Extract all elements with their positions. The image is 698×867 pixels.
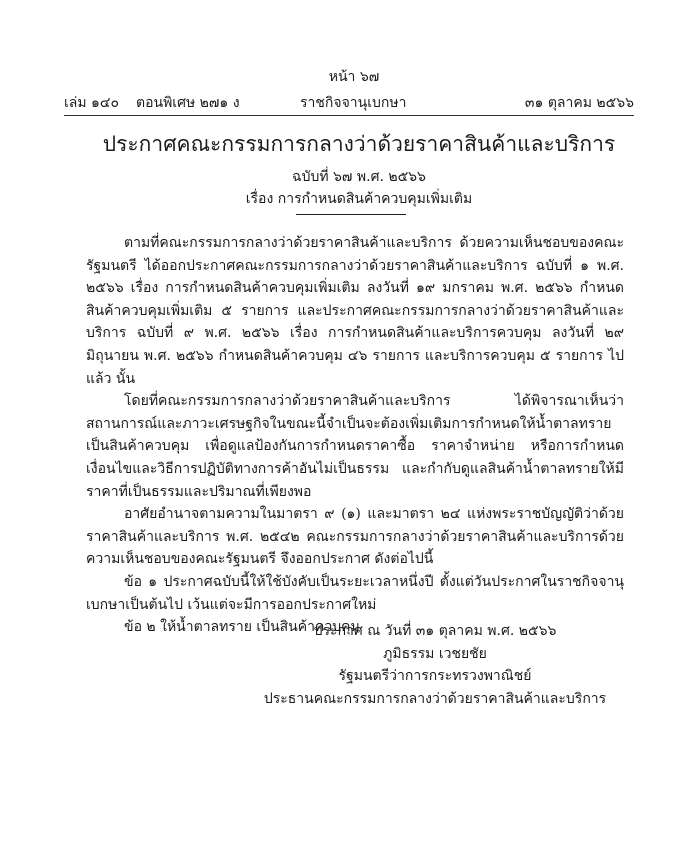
announcement-date: ประกาศ ณ วันที่ ๓๑ ตุลาคม พ.ศ. ๒๕๖๖ [313, 623, 557, 639]
document-title: ประกาศคณะกรรมการกลางว่าด้วยราคาสินค้าและบริการ [102, 132, 616, 156]
preamble-paragraph: ตามที่คณะกรรมการกลางว่าด้วยราคาสินค้าและบริการ ด้วยความเห็นชอบของคณะรัฐมนตรี ได้ออกประกาศคณะกรรมการกลางว่าด้วยราคาสินค้าและบริการ ฉบับที่ ๑ พ.ศ. ๒๕๖๖ เรื่อง การกำหนดสินค้าควบคุมเพิ่มเติม ลงวันที่ ๑๙ มกราคม พ.ศ. ๒๕๖๖ กำหนดสินค้าควบคุมเพิ่มเติม ๕ รายการ และประกาศคณะกรรมการกลางว่าด้วยราคาสินค้าและบริการ ฉบับที่ ๙ พ.ศ. ๒๕๖๖ เรื่อง การกำหนดสินค้าและบริการควบคุม ลงวันที่ ๒๙ มิถุนายน พ.ศ. ๒๕๖๖ กำหนดสินค้าควบคุม ๔๖ รายการ และบริการควบคุม ๕ รายการ ไปแล้ว นั้น [86, 235, 624, 387]
clause-1: ข้อ ๑ ประกาศฉบับนี้ให้ใช้บังคับเป็นระยะเวลาหนึ่งปี ตั้งแต่วันประกาศในราชกิจจานุเบกษาเป็นต้นไป เว้นแต่จะมีการออกประกาศใหม่ [86, 573, 624, 613]
header-rule [64, 115, 634, 116]
section-number: ตอนพิเศษ ๒๗๑ ง [136, 95, 240, 111]
gazette-name: ราชกิจจานุเบกษา [300, 95, 407, 111]
document-body [86, 232, 624, 639]
gazette-header [64, 92, 634, 112]
publication-date: ๓๑ ตุลาคม ๒๕๖๖ [524, 95, 634, 111]
title-divider [296, 214, 406, 215]
document-issue: ฉบับที่ ๖๗ พ.ศ. ๒๕๖๖ [292, 169, 426, 185]
document-subject: เรื่อง การกำหนดสินค้าควบคุมเพิ่มเติม [245, 191, 473, 207]
signature-block [200, 620, 670, 710]
authority-paragraph: อาศัยอำนาจตามความในมาตรา ๙ (๑) และมาตรา ๒๔ แห่งพระราชบัญญัติว่าด้วยราคาสินค้าและบริการ พ.ศ. ๒๕๔๒ คณะกรรมการกลางว่าด้วยราคาสินค้าและบริการด้วยความเห็นชอบของคณะรัฐมนตรี จึงออกประกาศ ดังต่อไปนี้ [86, 506, 624, 568]
volume-number: เล่ม ๑๔๐ [64, 95, 120, 111]
clause-2: ข้อ ๒ ให้น้ำตาลทราย เป็นสินค้าควบคุม [124, 619, 360, 636]
page-number: หน้า ๖๗ [328, 69, 380, 85]
signatory-role: ประธานคณะกรรมการกลางว่าด้วยราคาสินค้าและบริการ [263, 690, 607, 707]
reason-paragraph: โดยที่คณะกรรมการกลางว่าด้วยราคาสินค้าและบริการ ได้พิจารณาเห็นว่าสถานการณ์และภาวะเศรษฐกิจในขณะนี้จำเป็นจะต้องเพิ่มเติมการกำหนดให้น้ำตาลทรายเป็นสินค้าควบคุม เพื่อดูแลป้องกันการกำหนดราคาซื้อ ราคาจำหน่าย หรือการกำหนดเงื่อนไขและวิธีการปฏิบัติทางการค้าอันไม่เป็นธรรม และกำกับดูแลสินค้าน้ำตาลทรายให้มีราคาที่เป็นธรรมและปริมาณที่เพียงพอ [86, 393, 624, 500]
signatory-position: รัฐมนตรีว่าการกระทรวงพาณิชย์ [338, 668, 532, 684]
signatory-name: ภูมิธรรม เวชยชัย [383, 645, 487, 662]
